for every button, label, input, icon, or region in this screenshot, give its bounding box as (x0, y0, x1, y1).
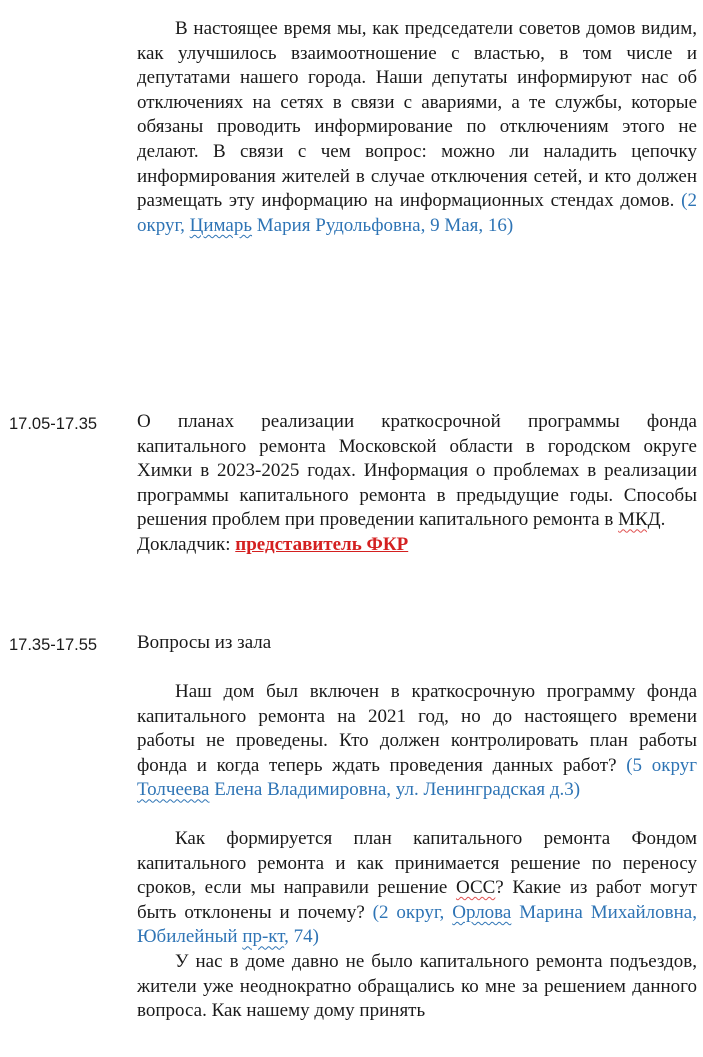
question-3-source-suffix: , 74) (284, 926, 319, 948)
agenda-item-2-time: 17.35-17.55 (9, 636, 98, 654)
question-paragraph-2 (137, 680, 697, 803)
agenda-item-1-text: О планах реализации краткосрочной программы фонда капитального ремонта Московской области в городском округе Химки в 2023-2025 годах. Информация о проблемах в реализации программы капитального ремонта в предыдущие годы. Способы решения проблем при проведении капитального ремонта в (137, 411, 697, 531)
reporter-label: Докладчик: (137, 533, 236, 555)
question-3-source-middle: Марина Михайловна, Юбилейный (137, 901, 697, 948)
question-3-source-prefix: (2 округ, (364, 901, 453, 923)
question-3-text-end: ? Какие из работ могут быть отклонены и почему? (137, 877, 697, 923)
question-3-text: Как формируется план капитального ремонта Фондом капитального ремонта и как принимается решение по переносу сроков, если мы направили решение (137, 828, 697, 899)
agenda-item-1-time: 17.05-17.35 (9, 415, 98, 433)
agenda-item-1-abbr: МКД (618, 509, 661, 531)
agenda-item-1-text-end: . (660, 509, 666, 531)
question-3-abbr: ОСС (455, 877, 496, 899)
question-paragraph-1 (137, 17, 697, 238)
question-1-text: В настоящее время мы, как председатели советов домов видим, как улучшилось взаимоотношение с властью, в том числе и депутатами нашего города. Наши депутаты информируют нас об отключениях на сетях в связи с авариями, а те службы, которые обязаны проводить информирование по отключениям этого не делают. В связи с чем вопрос: можно ли наладить цепочку информирования жителей в случае отключения сетей, и кто должен размещать эту информацию на информационных стендах домов. (137, 18, 697, 212)
question-2-text: Наш дом был включен в краткосрочную программу фонда капитального ремонта на 2021 год, но до настоящего времени работы не проведены. Кто должен контролировать план работы фонда и когда теперь ждать проведения данных работ? (137, 681, 697, 776)
question-1-source-prefix: (2 округ, (137, 190, 697, 236)
question-2-source-surname: Толчеева (137, 779, 210, 801)
agenda-item-1-description (137, 410, 697, 558)
question-paragraph-3 (137, 827, 697, 950)
question-3-source-abbr: пр-кт (242, 926, 285, 948)
question-3-source-surname: Орлова (452, 901, 512, 923)
question-1-source-surname: Цимарь (189, 214, 253, 236)
reporter-name: представитель ФКР (235, 533, 409, 555)
question-2-source-prefix: (5 округ (616, 754, 697, 776)
agenda-item-2-title: Вопросы из зала (137, 632, 272, 653)
question-2-source-suffix: Елена Владимировна, ул. Ленинградская д.3) (209, 779, 581, 801)
question-1-source-suffix: Мария Рудольфовна, 9 Мая, 16) (252, 214, 514, 236)
question-paragraph-4: У нас в доме давно не было капитального ремонта подъездов, жители уже неоднократно обращались ко мне за решением данного вопроса. Как нашему дому принять (137, 951, 697, 1022)
